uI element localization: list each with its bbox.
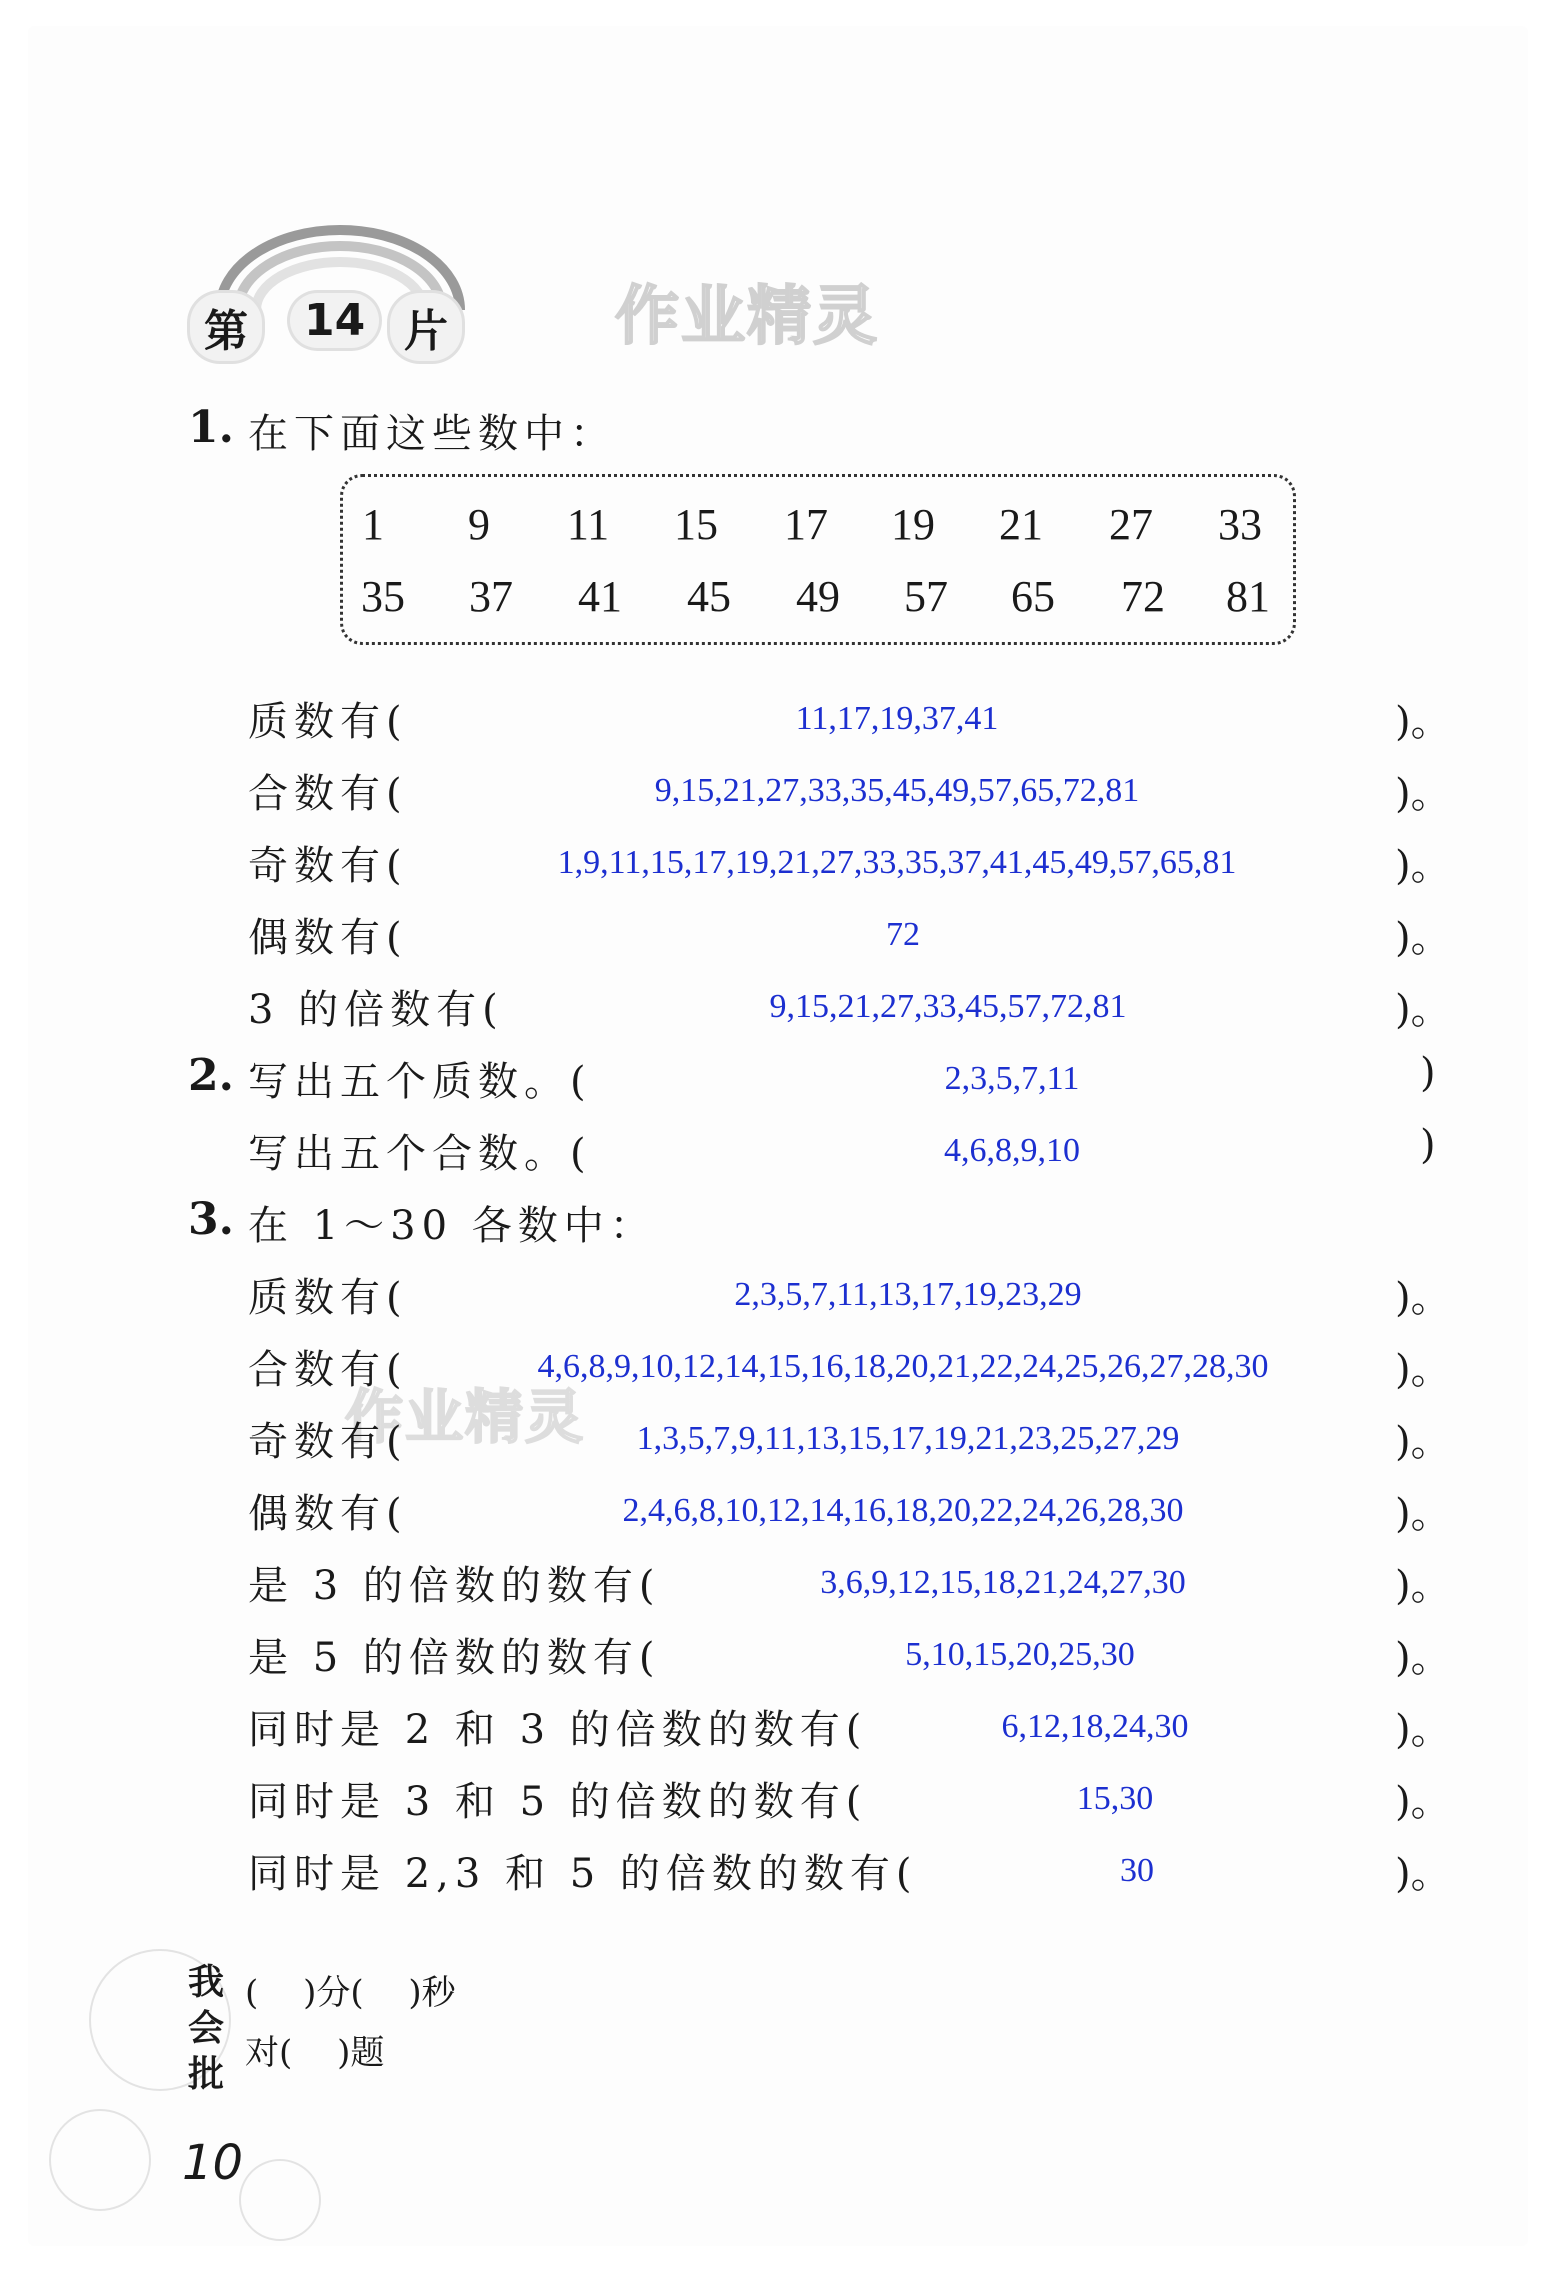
header-number: 14	[290, 293, 379, 348]
q3-composite-label: 合数有(	[248, 1347, 408, 1393]
q3-even-answer[interactable]: 2,4,6,8,10,12,14,16,18,20,22,24,26,28,30	[622, 1492, 1184, 1529]
q3-multiple5-answer[interactable]: 5,10,15,20,25,30	[905, 1636, 1135, 1673]
q1-even-label: 偶数有(	[248, 915, 408, 961]
number-cell: 9	[468, 500, 490, 549]
q2-prime-label: 写出五个质数。(	[248, 1059, 592, 1105]
number-cell: 81	[1226, 572, 1270, 621]
number-cell: 17	[784, 500, 828, 549]
close-paren: )。	[1395, 987, 1451, 1033]
number-cell: 37	[469, 572, 513, 621]
number-cell: 21	[999, 500, 1043, 549]
number-cell: 57	[904, 572, 948, 621]
number-cell: 1	[362, 500, 384, 549]
close-paren: )。	[1395, 1275, 1451, 1321]
number-cell: 65	[1011, 572, 1055, 621]
q3-number: 3.	[188, 1194, 234, 1245]
q3-multiple5-label: 是 5 的倍数的数有(	[248, 1635, 661, 1681]
number-cell: 33	[1218, 500, 1262, 549]
number-cell: 72	[1121, 572, 1165, 621]
close-paren: )。	[1395, 699, 1451, 745]
close-paren: )。	[1395, 1707, 1451, 1753]
grading-correct[interactable]: 对( )题	[245, 2033, 385, 2073]
q3-multiple3and5-label: 同时是 3 和 5 的倍数的数有(	[248, 1779, 868, 1825]
q2-composite-label: 写出五个合数。(	[248, 1131, 592, 1177]
q3-multiple3and5-answer[interactable]: 15,30	[1076, 1780, 1154, 1817]
q1-multiple3-answer[interactable]: 9,15,21,27,33,45,57,72,81	[769, 988, 1127, 1025]
q1-even-answer[interactable]: 72	[886, 916, 920, 953]
q3-intro: 在 1～30 各数中：	[248, 1203, 656, 1249]
close-paren: )。	[1395, 1779, 1451, 1825]
watermark-top: 作业精灵	[615, 280, 879, 354]
number-cell: 49	[796, 572, 840, 621]
close-paren: )	[1420, 1122, 1436, 1168]
q3-even-label: 偶数有(	[248, 1491, 408, 1537]
grading-title: 我会批	[188, 1962, 225, 2095]
q3-odd-label: 奇数有(	[248, 1419, 408, 1465]
page-number: 10	[182, 2135, 244, 2191]
q1-odd-label: 奇数有(	[248, 843, 408, 889]
q1-prime-label: 质数有(	[248, 699, 408, 745]
q2-number: 2.	[188, 1050, 234, 1101]
number-row-2	[343, 571, 1293, 631]
number-cell: 11	[566, 500, 610, 549]
close-paren: )。	[1395, 1563, 1451, 1609]
q3-prime-answer[interactable]: 2,3,5,7,11,13,17,19,23,29	[734, 1276, 1082, 1313]
q1-odd-answer[interactable]: 1,9,11,15,17,19,21,27,33,35,37,41,45,49,57,65,81	[557, 844, 1237, 881]
close-paren: )。	[1395, 1635, 1451, 1681]
number-cell: 19	[891, 500, 935, 549]
close-paren: )。	[1395, 1851, 1451, 1897]
close-paren: )	[1420, 1050, 1436, 1096]
q3-multiple235-label: 同时是 2,3 和 5 的倍数的数有(	[248, 1851, 918, 1897]
close-paren: )。	[1395, 1419, 1451, 1465]
number-cell: 35	[361, 572, 405, 621]
q3-composite-answer[interactable]: 4,6,8,9,10,12,14,15,16,18,20,21,22,24,25,26,27,28,30	[537, 1348, 1269, 1385]
grading-time[interactable]: ( )分( )秒	[245, 1973, 456, 2013]
q1-prime-answer[interactable]: 11,17,19,37,41	[795, 700, 999, 737]
header-suffix: 片	[390, 293, 462, 361]
close-paren: )。	[1395, 1491, 1451, 1537]
number-cell: 27	[1109, 500, 1153, 549]
close-paren: )。	[1395, 771, 1451, 817]
close-paren: )。	[1395, 915, 1451, 961]
q2-prime-answer[interactable]: 2,3,5,7,11	[944, 1060, 1080, 1097]
watermark-middle: 作业精灵	[345, 1383, 586, 1451]
header-prefix: 第	[190, 293, 262, 361]
q1-intro: 在下面这些数中：	[248, 411, 616, 457]
number-cell: 15	[674, 500, 718, 549]
number-cell: 45	[687, 572, 731, 621]
number-row-1	[343, 499, 1293, 559]
close-paren: )。	[1395, 1347, 1451, 1393]
q3-prime-label: 质数有(	[248, 1275, 408, 1321]
number-box	[340, 474, 1296, 645]
q3-multiple3-answer[interactable]: 3,6,9,12,15,18,21,24,27,30	[820, 1564, 1186, 1601]
section-header	[190, 225, 480, 355]
q1-multiple3-label: 3 的倍数有(	[248, 987, 504, 1033]
q1-composite-label: 合数有(	[248, 771, 408, 817]
q1-number: 1.	[188, 402, 234, 453]
q3-multiple2and3-label: 同时是 2 和 3 的倍数的数有(	[248, 1707, 868, 1753]
q3-odd-answer[interactable]: 1,3,5,7,9,11,13,15,17,19,21,23,25,27,29	[636, 1420, 1180, 1457]
q1-composite-answer[interactable]: 9,15,21,27,33,35,45,49,57,65,72,81	[654, 772, 1140, 809]
q3-multiple3-label: 是 3 的倍数的数有(	[248, 1563, 661, 1609]
q3-multiple2and3-answer[interactable]: 6,12,18,24,30	[1001, 1708, 1189, 1745]
q2-composite-answer[interactable]: 4,6,8,9,10	[944, 1132, 1080, 1169]
q3-multiple235-answer[interactable]: 30	[1120, 1852, 1154, 1889]
number-cell: 41	[578, 572, 622, 621]
close-paren: )。	[1395, 843, 1451, 889]
